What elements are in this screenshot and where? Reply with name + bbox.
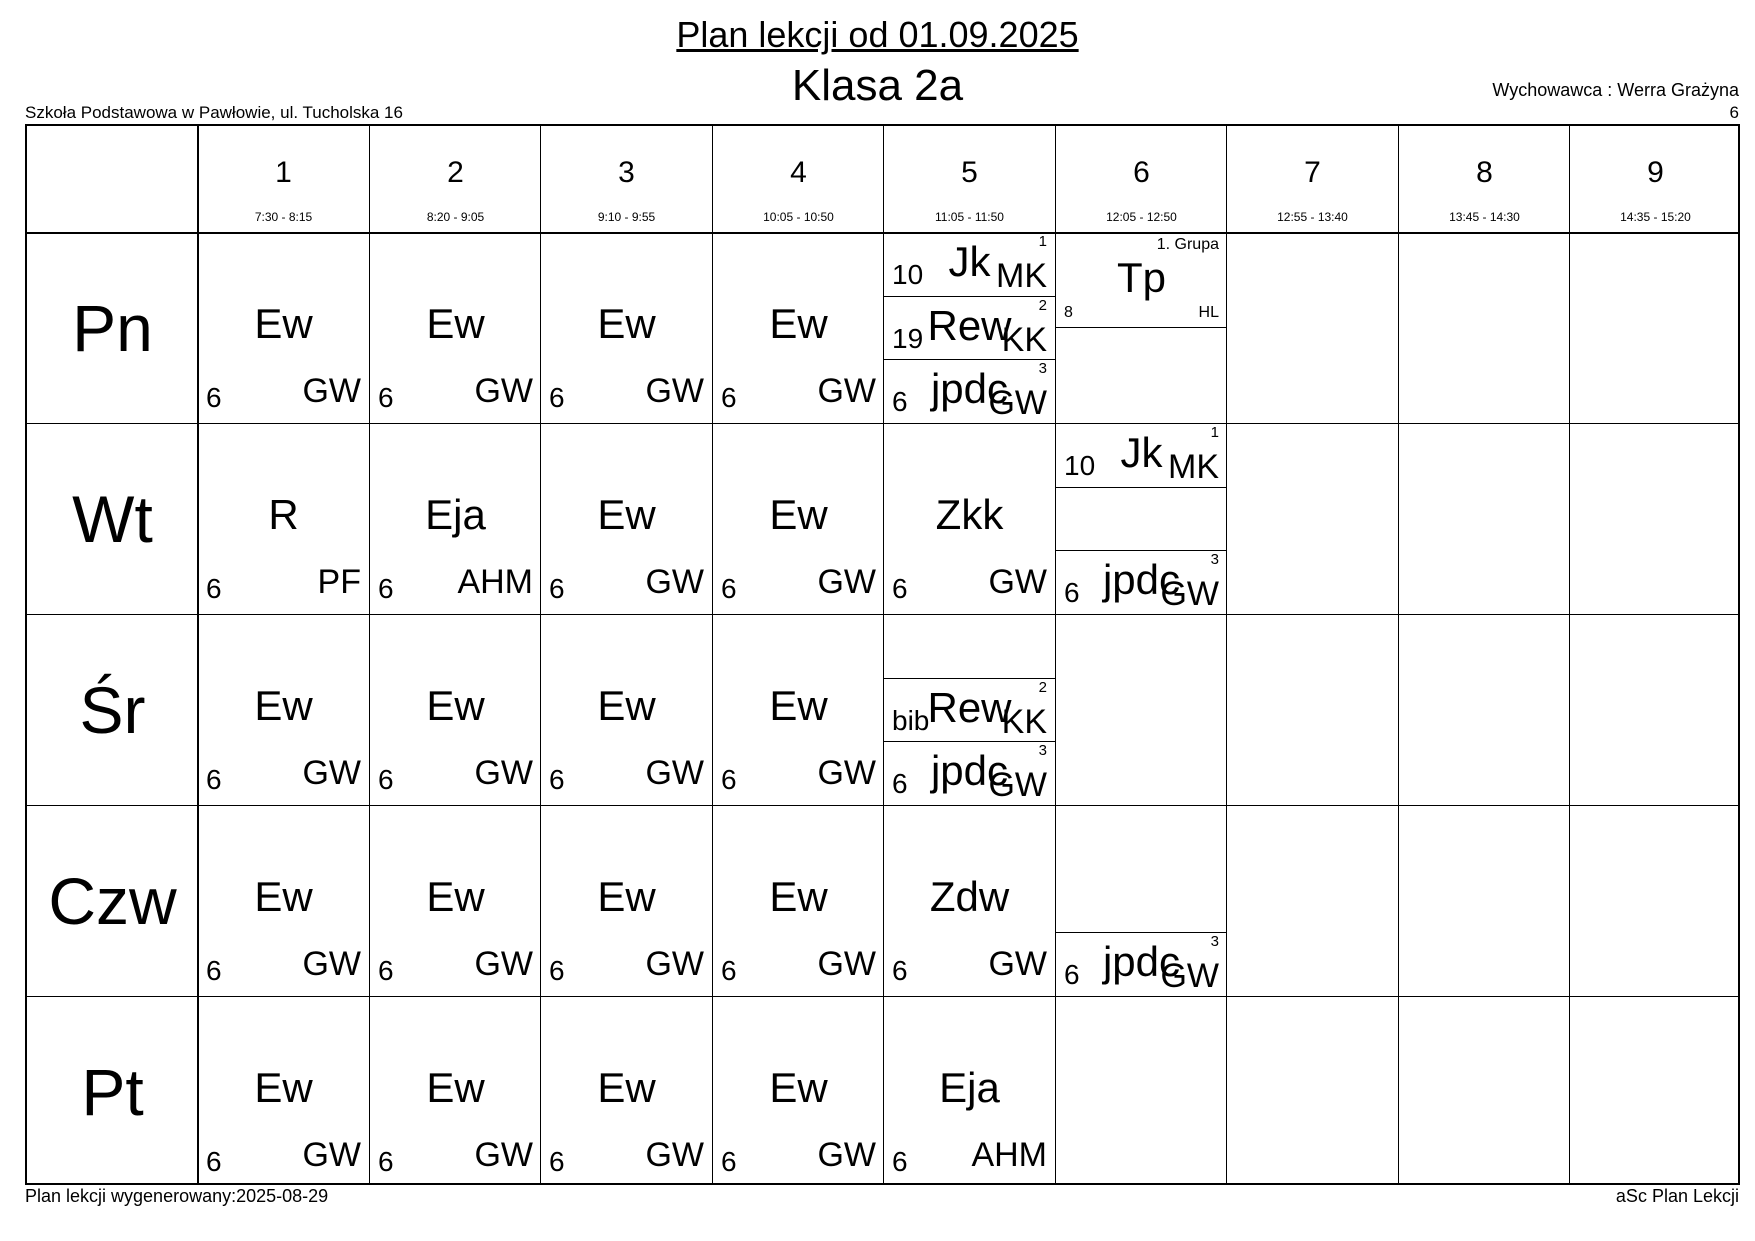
lesson-subject: Zkk [935, 491, 1004, 538]
page-number: 6 [1729, 103, 1739, 122]
lesson-teacher: GW [817, 563, 876, 601]
lesson-cell[interactable] [541, 997, 712, 1187]
group-number: 3 [1038, 742, 1047, 759]
period-time: 8:20 - 9:05 [426, 210, 485, 224]
group-lesson[interactable] [884, 297, 1055, 360]
lesson-room: 6 [1064, 577, 1080, 608]
lesson-subject: Ew [426, 300, 485, 347]
lesson-teacher: GW [645, 945, 704, 983]
period-time: 9:10 - 9:55 [597, 210, 656, 224]
lesson-cell[interactable] [541, 424, 712, 614]
lesson-teacher: GW [302, 372, 361, 410]
lesson-cell[interactable] [541, 806, 712, 996]
lesson-subject: Jk [948, 238, 991, 285]
lesson-room: 6 [549, 764, 565, 795]
lesson-subject: Ew [426, 873, 485, 920]
lesson-cell[interactable] [713, 806, 884, 996]
lesson-teacher: GW [474, 754, 533, 792]
period-number: 3 [618, 156, 635, 189]
lesson-room: bib [892, 705, 930, 736]
lesson-teacher: GW [645, 372, 704, 410]
lesson-room: 6 [378, 955, 394, 986]
lesson-subject: Ew [426, 682, 485, 729]
lesson-subject: Rew [927, 302, 1012, 349]
lesson-room: 6 [378, 382, 394, 413]
group-lesson[interactable] [884, 742, 1055, 805]
period-number: 9 [1647, 156, 1664, 189]
lesson-room: 6 [549, 1146, 565, 1177]
period-number: 7 [1304, 156, 1321, 189]
lesson-room: 6 [549, 573, 565, 604]
day-label: Pn [72, 291, 153, 365]
group-lesson[interactable] [884, 233, 1055, 296]
lesson-cell[interactable] [198, 424, 369, 614]
lesson-room: 6 [206, 764, 222, 795]
lesson-subject: Ew [254, 300, 313, 347]
lesson-teacher: GW [1160, 575, 1219, 613]
lesson-teacher: GW [817, 372, 876, 410]
lesson-room: 6 [206, 382, 222, 413]
period-number: 5 [961, 156, 978, 189]
group-lesson[interactable] [884, 679, 1055, 742]
period-time: 14:35 - 15:20 [1620, 210, 1691, 224]
lesson-teacher: PF [317, 563, 361, 601]
lesson-subject: Tp [1116, 254, 1166, 301]
lesson-teacher: KK [1001, 703, 1047, 741]
group-label: 1. Grupa [1156, 236, 1219, 253]
page-title: Plan lekcji od 01.09.2025 [676, 14, 1079, 55]
lesson-room: 6 [721, 764, 737, 795]
lesson-subject: Eja [939, 1064, 1000, 1111]
lesson-teacher: MK [996, 257, 1047, 295]
day-label: Wt [72, 482, 153, 556]
lesson-room: 6 [892, 573, 908, 604]
group-number: 2 [1038, 297, 1047, 314]
lesson-room: 6 [721, 955, 737, 986]
lesson-subject: Rew [927, 684, 1012, 731]
group-lesson[interactable] [1056, 551, 1227, 614]
lesson-subject: Ew [426, 1064, 485, 1111]
group-number: 1 [1038, 233, 1047, 250]
lesson-subject: Ew [597, 1064, 656, 1111]
lesson-room: 6 [721, 382, 737, 413]
lesson-cell[interactable] [541, 233, 712, 423]
period-number: 8 [1476, 156, 1493, 189]
lesson-subject: jpdc [930, 365, 1009, 412]
lesson-teacher: GW [302, 1136, 361, 1174]
software-name: aSc Plan Lekcji [1615, 1186, 1739, 1206]
lesson-teacher: GW [817, 945, 876, 983]
day-label: Śr [79, 673, 146, 747]
period-time: 12:55 - 13:40 [1277, 210, 1348, 224]
group-number: 3 [1210, 551, 1219, 568]
group-number: 2 [1038, 679, 1047, 696]
lesson-subject: jpdc [1102, 556, 1181, 603]
lesson-room: 6 [549, 955, 565, 986]
generated-date: Plan lekcji wygenerowany:2025-08-29 [25, 1186, 329, 1206]
lesson-cell[interactable] [713, 424, 884, 614]
lesson-cell[interactable] [884, 424, 1055, 614]
lesson-subject: Jk [1120, 429, 1163, 476]
class-name: Klasa 2a [791, 61, 964, 110]
lesson-cell[interactable] [541, 615, 712, 805]
lesson-room: 8 [1064, 304, 1073, 321]
lesson-cell[interactable] [370, 424, 541, 614]
lesson-cell[interactable] [884, 997, 1055, 1187]
lesson-room: 6 [892, 386, 908, 417]
lesson-cell[interactable] [198, 233, 369, 423]
lesson-teacher: GW [302, 945, 361, 983]
lesson-subject: R [268, 491, 299, 538]
lesson-cell[interactable] [370, 806, 541, 996]
lesson-cell[interactable] [884, 806, 1055, 996]
lesson-subject: Ew [769, 491, 828, 538]
day-label: Pt [81, 1055, 144, 1129]
lesson-subject: Ew [597, 300, 656, 347]
lesson-subject: Ew [769, 682, 828, 729]
lesson-room: 6 [206, 573, 222, 604]
lesson-teacher: GW [988, 945, 1047, 983]
group-lesson[interactable] [1056, 233, 1227, 327]
period-number: 6 [1133, 156, 1150, 189]
group-lesson[interactable] [1056, 933, 1227, 996]
class-teacher: Wychowawca : Werra Grażyna [1492, 80, 1739, 100]
lesson-room: 10 [1064, 450, 1096, 481]
lesson-room: 6 [892, 1146, 908, 1177]
lesson-subject: Ew [769, 873, 828, 920]
lesson-teacher: GW [988, 766, 1047, 804]
group-lesson[interactable] [1056, 424, 1227, 487]
lesson-subject: Ew [769, 300, 828, 347]
lesson-subject: Zdw [929, 873, 1010, 920]
lesson-cell[interactable] [370, 233, 541, 423]
period-time: 7:30 - 8:15 [254, 210, 313, 224]
period-time: 11:05 - 11:50 [935, 210, 1004, 224]
group-number: 1 [1210, 424, 1219, 441]
lesson-room: 19 [892, 323, 924, 354]
lesson-teacher: MK [1168, 448, 1219, 486]
lesson-cell[interactable] [713, 997, 884, 1187]
lesson-teacher: GW [645, 754, 704, 792]
lesson-teacher: GW [988, 563, 1047, 601]
timetable-grid [25, 124, 1740, 1185]
lesson-subject: Ew [597, 491, 656, 538]
lesson-cell[interactable] [198, 615, 369, 805]
lesson-room: 6 [892, 768, 908, 799]
school-name: Szkoła Podstawowa w Pawłowie, ul. Tucholska 16 [25, 103, 403, 122]
lesson-room: 10 [892, 259, 924, 290]
lesson-teacher: KK [1001, 321, 1047, 359]
lesson-room: 6 [721, 573, 737, 604]
lesson-subject: jpdc [1102, 938, 1181, 985]
lesson-subject: Ew [597, 682, 656, 729]
lesson-subject: Eja [425, 491, 486, 538]
lesson-cell[interactable] [370, 997, 541, 1187]
lesson-cell[interactable] [713, 233, 884, 423]
lesson-room: 6 [378, 573, 394, 604]
lesson-teacher: GW [474, 945, 533, 983]
period-number: 1 [275, 156, 292, 189]
lesson-teacher: GW [474, 372, 533, 410]
lesson-teacher: HL [1198, 304, 1219, 321]
lesson-subject: Ew [254, 873, 313, 920]
lesson-teacher: GW [302, 754, 361, 792]
period-time: 13:45 - 14:30 [1449, 210, 1520, 224]
lesson-subject: Ew [254, 1064, 313, 1111]
lesson-teacher: GW [474, 1136, 533, 1174]
lesson-cell[interactable] [713, 615, 884, 805]
lesson-room: 6 [378, 1146, 394, 1177]
group-number: 3 [1210, 933, 1219, 950]
lesson-teacher: GW [1160, 957, 1219, 995]
lesson-subject: jpdc [930, 747, 1009, 794]
lesson-room: 6 [206, 1146, 222, 1177]
group-lesson[interactable] [884, 360, 1055, 423]
period-time: 10:05 - 10:50 [763, 210, 834, 224]
day-label: Czw [48, 864, 177, 938]
lesson-cell[interactable] [370, 615, 541, 805]
lesson-room: 6 [892, 955, 908, 986]
lesson-teacher: GW [645, 563, 704, 601]
lesson-room: 6 [549, 382, 565, 413]
lesson-teacher: AHM [971, 1136, 1047, 1174]
lesson-subject: Ew [254, 682, 313, 729]
lesson-teacher: GW [645, 1136, 704, 1174]
lesson-cell[interactable] [198, 806, 369, 996]
lesson-teacher: GW [817, 1136, 876, 1174]
lesson-room: 6 [721, 1146, 737, 1177]
lesson-cell[interactable] [198, 997, 369, 1187]
group-number: 3 [1038, 360, 1047, 377]
period-time: 12:05 - 12:50 [1106, 210, 1177, 224]
lesson-room: 6 [1064, 959, 1080, 990]
lesson-teacher: GW [988, 384, 1047, 422]
period-number: 2 [447, 156, 464, 189]
lesson-teacher: GW [817, 754, 876, 792]
lesson-teacher: AHM [457, 563, 533, 601]
lesson-room: 6 [378, 764, 394, 795]
lesson-room: 6 [206, 955, 222, 986]
lesson-subject: Ew [597, 873, 656, 920]
period-number: 4 [790, 156, 807, 189]
lesson-subject: Ew [769, 1064, 828, 1111]
